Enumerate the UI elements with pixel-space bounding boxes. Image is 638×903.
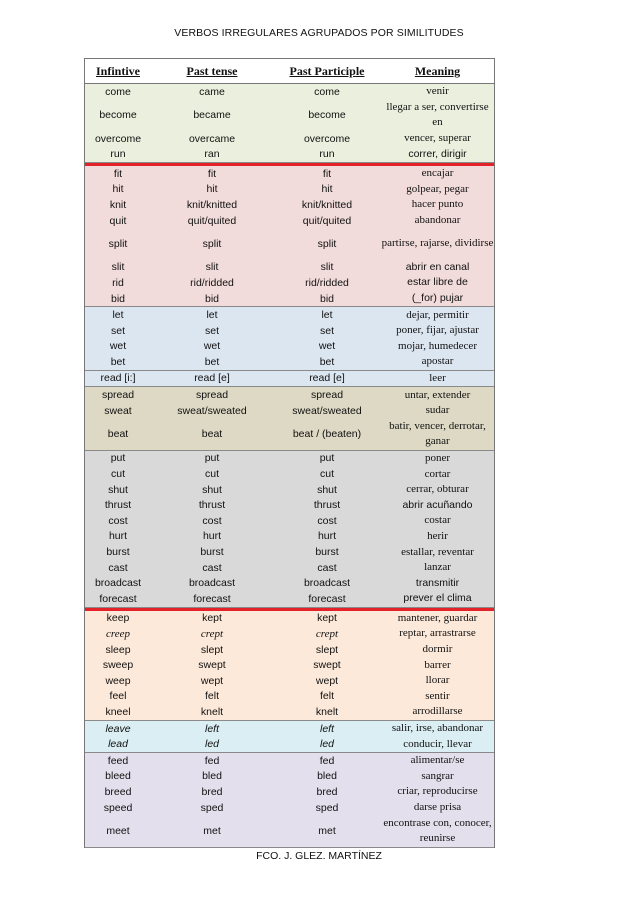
past-tense-cell: put (204, 452, 220, 465)
infinitive-cell: keep (106, 612, 130, 625)
header-meaning: Meaning (414, 63, 461, 78)
table-row (85, 753, 494, 769)
past-tense-cell: bet (204, 355, 220, 368)
meaning-cell: apostar (421, 355, 454, 368)
past-tense-cell: bred (201, 785, 223, 798)
past-participle-cell: slit (320, 261, 334, 274)
table-row (85, 387, 494, 403)
past-participle-cell: cut (319, 468, 334, 481)
meaning-cell: llegar a ser, convertirse en (386, 101, 489, 129)
table-row (85, 529, 494, 545)
infinitive-cell: knit (109, 198, 127, 211)
past-tense-cell: bled (202, 770, 222, 783)
past-participle-cell: bled (317, 770, 337, 783)
meaning-cell: arrodillarse (412, 705, 463, 718)
past-participle-cell: swept (313, 659, 341, 672)
infinitive-cell: hurt (108, 530, 128, 543)
footer-author: FCO. J. GLEZ. MARTÍNEZ (256, 850, 382, 862)
meaning-cell: sudar (425, 404, 450, 417)
verb-group (85, 387, 494, 450)
past-participle-cell: rid/ridded (305, 276, 349, 289)
table-row (85, 721, 494, 737)
past-participle-cell: cast (317, 561, 337, 574)
past-participle-cell: sped (315, 801, 339, 814)
meaning-cell: encajar (421, 167, 454, 180)
past-tense-cell: ran (204, 148, 220, 161)
meaning-cell: mantener, guardar (397, 611, 478, 624)
infinitive-cell: sleep (105, 643, 131, 656)
infinitive-cell: cost (108, 514, 128, 527)
meaning-cell: cerrar, obturar (406, 483, 469, 496)
past-participle-cell: put (319, 452, 335, 465)
past-tense-cell: hit (206, 183, 218, 196)
header-past-participle: Past Participle (289, 63, 365, 78)
table-row (85, 560, 494, 576)
infinitive-cell: bet (110, 355, 126, 368)
infinitive-cell: sweep (102, 659, 134, 672)
past-participle-cell: let (321, 309, 333, 322)
past-tense-cell: fed (204, 754, 220, 767)
past-participle-cell: hit (321, 183, 333, 196)
past-participle-cell: overcome (303, 132, 351, 145)
table-row (85, 611, 494, 627)
infinitive-cell: fit (113, 167, 123, 180)
past-participle-cell: met (318, 824, 336, 837)
infinitive-cell: spread (101, 389, 135, 402)
meaning-cell: cortar (424, 467, 451, 480)
infinitive-cell: lead (108, 738, 128, 751)
past-participle-cell: split (317, 237, 337, 250)
past-participle-cell: fed (319, 754, 335, 767)
past-tense-cell: fit (207, 167, 217, 180)
page-title: VERBOS IRREGULARES AGRUPADOS POR SIMILITUDES (174, 27, 464, 39)
table-row (85, 339, 494, 355)
infinitive-cell: breed (104, 785, 132, 798)
infinitive-cell: put (110, 452, 126, 465)
past-tense-cell: set (204, 324, 219, 337)
meaning-cell: golpear, pegar (406, 182, 469, 195)
table-row (85, 815, 494, 846)
meaning-cell: venir (426, 85, 449, 98)
infinitive-cell: cut (110, 468, 125, 481)
table-row (85, 323, 494, 339)
table-row (85, 575, 494, 591)
table-row (85, 497, 494, 513)
table-row (85, 131, 494, 147)
table-row (85, 166, 494, 182)
infinitive-cell: thrust (104, 499, 132, 512)
infinitive-cell: bleed (105, 770, 131, 783)
past-tense-cell: sped (200, 801, 224, 814)
past-tense-cell: overcame (188, 132, 236, 145)
verb-group (85, 371, 494, 388)
past-tense-cell: crept (200, 627, 224, 640)
table-row (85, 482, 494, 498)
verb-group (85, 721, 494, 753)
past-tense-cell: broadcast (188, 577, 236, 590)
past-tense-cell: beat (201, 428, 223, 441)
meaning-cell: abrir en canal (405, 260, 470, 273)
meaning-cell: mojar, humedecer (398, 339, 477, 352)
past-tense-cell: shut (202, 483, 222, 496)
past-participle-cell: bid (319, 292, 334, 305)
infinitive-cell: cast (108, 561, 128, 574)
table-row (85, 403, 494, 419)
meaning-cell: reptar, arrastrarse (399, 627, 476, 640)
meaning-cell: darse prisa (413, 801, 462, 814)
infinitive-cell: kneel (105, 705, 131, 718)
table-row (85, 260, 494, 276)
past-tense-cell: quit/quited (187, 214, 237, 227)
infinitive-cell: set (110, 324, 125, 337)
infinitive-cell: come (105, 85, 131, 98)
past-tense-cell: forecast (193, 592, 231, 605)
table-row (85, 146, 494, 162)
table-row (85, 704, 494, 720)
infinitive-cell: run (110, 148, 126, 161)
past-participle-cell: crept (315, 627, 339, 640)
past-tense-cell: thrust (198, 499, 226, 512)
meaning-cell: herir (427, 529, 448, 542)
meaning-cell: salir, irse, abandonar (391, 722, 484, 735)
table-row (85, 228, 494, 259)
table-row (85, 769, 494, 785)
table-row (85, 513, 494, 529)
past-tense-cell: became (193, 109, 231, 122)
infinitive-cell: bid (110, 292, 125, 305)
table-row (85, 673, 494, 689)
table-row (85, 591, 494, 607)
meaning-cell: leer (429, 371, 446, 384)
past-tense-cell: left (204, 722, 219, 735)
past-tense-cell: rid/ridded (190, 276, 234, 289)
table-row (85, 466, 494, 482)
table-row (85, 354, 494, 370)
past-participle-cell: cost (317, 514, 337, 527)
past-tense-cell: felt (204, 690, 219, 703)
meaning-cell: prever el clima (403, 592, 472, 605)
verb-group (85, 451, 494, 608)
meaning-cell: dormir (422, 643, 453, 656)
meaning-cell: estar libre de (407, 276, 468, 289)
meaning-cell: poner (424, 451, 451, 464)
past-tense-cell: knit/knitted (186, 198, 238, 211)
table-row (85, 451, 494, 467)
table-row (85, 100, 494, 131)
infinitive-cell: rid (112, 276, 124, 289)
past-tense-cell: wept (200, 674, 224, 687)
header-past-tense: Past tense (186, 63, 238, 78)
infinitive-cell: sweat (104, 404, 132, 417)
meaning-cell: encontrase con, conocer, reunirse (383, 816, 492, 844)
past-participle-cell: knit/knitted (301, 198, 353, 211)
past-participle-cell: knelt (315, 705, 339, 718)
past-participle-cell: shut (317, 483, 337, 496)
meaning-cell: transmitir (415, 576, 460, 589)
table-row (85, 307, 494, 323)
table-row (85, 689, 494, 705)
past-tense-cell: met (203, 824, 221, 837)
past-tense-cell: spread (195, 389, 229, 402)
past-participle-cell: felt (319, 690, 334, 703)
past-participle-cell: fit (322, 167, 332, 180)
meaning-cell: sangrar (421, 769, 454, 782)
infinitive-cell: burst (106, 546, 130, 559)
meaning-cell: vencer, superar (404, 132, 471, 145)
past-tense-cell: slit (205, 261, 219, 274)
infinitive-cell: shut (108, 483, 128, 496)
meaning-cell: batir, vencer, derrotar, ganar (389, 420, 486, 448)
verb-group (85, 753, 494, 848)
infinitive-cell: forecast (99, 592, 137, 605)
past-participle-cell: sweat/sweated (292, 404, 362, 417)
table-row (85, 657, 494, 673)
table-row (85, 736, 494, 752)
infinitive-cell: weep (105, 674, 131, 687)
infinitive-cell: overcome (94, 132, 142, 145)
past-participle-cell: become (308, 109, 346, 122)
table-row (85, 84, 494, 100)
past-tense-cell: cast (202, 561, 222, 574)
infinitive-cell: beat (107, 428, 129, 441)
past-participle-cell: thrust (313, 499, 341, 512)
past-tense-cell: led (204, 738, 219, 751)
past-tense-cell: burst (200, 546, 224, 559)
past-participle-cell: bet (319, 355, 335, 368)
past-participle-cell: beat / (beaten) (292, 428, 362, 441)
past-tense-cell: split (202, 237, 222, 250)
table-row (85, 371, 494, 387)
past-participle-cell: led (319, 738, 334, 751)
meaning-cell: untar, extender (404, 388, 471, 401)
past-tense-cell: cut (204, 468, 219, 481)
meaning-cell: conducir, llevar (403, 737, 472, 750)
past-participle-cell: broadcast (303, 577, 351, 590)
meaning-cell: alimentar/se (410, 754, 465, 767)
table-row (85, 626, 494, 642)
infinitive-cell: let (112, 309, 124, 322)
past-tense-cell: hurt (202, 530, 222, 543)
verb-group (85, 166, 494, 307)
past-tense-cell: swept (198, 659, 226, 672)
past-participle-cell: run (319, 148, 335, 161)
table-row (85, 544, 494, 560)
past-tense-cell: slept (200, 643, 224, 656)
table-row (85, 418, 494, 449)
meaning-cell: hacer punto (411, 198, 464, 211)
meaning-cell: lanzar (424, 561, 451, 574)
infinitive-cell: feed (107, 754, 129, 767)
meaning-cell: sentir (425, 689, 450, 702)
table-row (85, 291, 494, 307)
past-participle-cell: slept (315, 643, 339, 656)
infinitive-cell: split (108, 237, 128, 250)
past-tense-cell: wet (203, 340, 221, 353)
past-participle-cell: kept (317, 612, 337, 625)
past-tense-cell: knelt (200, 705, 224, 718)
meaning-cell: llorar (425, 674, 450, 687)
infinitive-cell: hit (112, 183, 124, 196)
meaning-cell: dejar, permitir (406, 308, 469, 321)
table-row (85, 800, 494, 816)
meaning-cell: abrir acuñando (402, 498, 473, 511)
infinitive-cell: slit (111, 261, 125, 274)
meaning-cell: abandonar (414, 214, 461, 227)
meaning-cell: partirse, rajarse, dividirse (381, 237, 494, 250)
past-tense-cell: cost (202, 514, 222, 527)
verbs-table (84, 58, 495, 848)
table-row (85, 213, 494, 229)
infinitive-cell: speed (103, 801, 133, 814)
past-participle-cell: quit/quited (302, 214, 352, 227)
past-participle-cell: bred (316, 785, 338, 798)
table-row (85, 784, 494, 800)
past-participle-cell: forecast (308, 592, 346, 605)
infinitive-cell: wet (109, 340, 127, 353)
meaning-cell: poner, fijar, ajustar (396, 324, 479, 337)
verb-group (85, 611, 494, 721)
table-row (85, 642, 494, 658)
infinitive-cell: creep (105, 627, 131, 640)
past-tense-cell: read [e] (194, 372, 230, 385)
past-participle-cell: spread (310, 389, 344, 402)
past-tense-cell: kept (202, 612, 222, 625)
table-row (85, 182, 494, 198)
past-participle-cell: set (319, 324, 334, 337)
past-participle-cell: hurt (317, 530, 337, 543)
past-participle-cell: wept (315, 674, 339, 687)
meaning-cell: (_for) pujar (411, 292, 464, 305)
infinitive-cell: broadcast (94, 577, 142, 590)
infinitive-cell: read [i:] (100, 372, 136, 385)
infinitive-cell: quit (109, 214, 127, 227)
past-tense-cell: sweat/sweated (177, 404, 247, 417)
table-row (85, 275, 494, 291)
header-infinitive: Infintive (95, 63, 140, 78)
infinitive-cell: leave (105, 722, 131, 735)
table-row (85, 197, 494, 213)
table-header (85, 58, 494, 84)
meaning-cell: costar (424, 514, 451, 527)
past-participle-cell: burst (315, 546, 339, 559)
infinitive-cell: become (99, 109, 137, 122)
verb-group (85, 84, 494, 163)
past-tense-cell: bid (204, 292, 219, 305)
infinitive-cell: feel (109, 690, 127, 703)
past-participle-cell: wet (318, 340, 336, 353)
past-participle-cell: left (319, 722, 334, 735)
meaning-cell: estallar, reventar (401, 545, 474, 558)
past-participle-cell: read [e] (309, 372, 345, 385)
past-tense-cell: let (206, 309, 218, 322)
meaning-cell: correr, dirigir (408, 147, 467, 160)
past-participle-cell: come (314, 85, 340, 98)
past-tense-cell: came (199, 85, 225, 98)
meaning-cell: barrer (424, 658, 451, 671)
infinitive-cell: meet (106, 824, 130, 837)
meaning-cell: criar, reproducirse (397, 785, 478, 798)
verb-group (85, 307, 494, 370)
